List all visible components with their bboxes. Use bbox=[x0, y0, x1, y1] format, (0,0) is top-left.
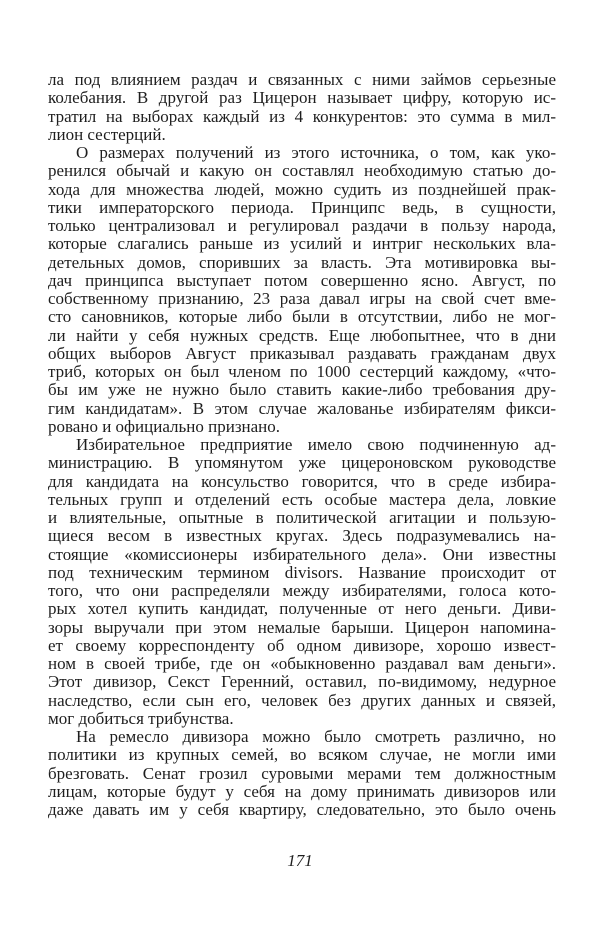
text-line: бы им уже не нужно было ставить какие-либо требования дру- bbox=[48, 380, 556, 400]
text-line: политики из крупных семей, во всяком случае, не могли ими bbox=[48, 745, 556, 765]
text-line: брезговать. Сенат грозил суровыми мерами тем должностным bbox=[48, 763, 556, 783]
text-line: сто сановников, которые либо были в отсутствии, либо не мог- bbox=[48, 307, 556, 327]
text-line: тратил на выборах каждый из 4 конкурентов: это сумма в мил- bbox=[48, 106, 556, 126]
text-line: тики императорского периода. Принципс ведь, в сущности, bbox=[48, 197, 556, 217]
text-line: Избирательное предприятие имело свою подчиненную ад- bbox=[76, 435, 556, 454]
text-line: ли найти у себя нужных средств. Еще любопытнее, что в дни bbox=[48, 325, 556, 345]
text-line: ровано и официально признано. bbox=[48, 416, 281, 436]
text-line: того, что они распределяли между избирателями, голоса кото- bbox=[48, 581, 556, 600]
paragraph bbox=[48, 436, 556, 728]
text-line: колебания. В другой раз Цицерон называет цифру, которую ис- bbox=[48, 88, 556, 108]
text-line: ла под влиянием раздач и связанных с ними займов серьезные bbox=[48, 70, 556, 89]
text-line: Этот дивизор, Секст Геренний, оставил, по-видимому, недурное bbox=[48, 672, 556, 692]
paragraph bbox=[48, 728, 556, 819]
text-line: только централизовал и регулировал раздачи в пользу народа, bbox=[48, 216, 556, 235]
text-line: ном в своей трибе, где он «обыкновенно раздавал вам деньги». bbox=[48, 654, 556, 673]
text-line: рых хотел купить кандидат, полученные от него деньги. Диви- bbox=[48, 599, 556, 619]
text-line: лион сестерций. bbox=[48, 124, 166, 144]
text-line: собственному признанию, 23 раза давал игры на свой счет вме- bbox=[48, 289, 556, 308]
text-line: ренился обычай и какую он составлял необходимую статью до- bbox=[48, 161, 556, 181]
text-line: щиеся весом в известных кругах. Здесь подразумевались на- bbox=[48, 526, 556, 546]
text-line: и влиятельные, опытные в политической агитации и пользую- bbox=[48, 508, 556, 527]
text-line: мог добиться трибунства. bbox=[48, 708, 234, 728]
text-line: даже давать им у себя квартиру, следовательно, это было очень bbox=[48, 800, 556, 819]
text-line: дач принципса выступает потом совершенно ясно. Август, по bbox=[48, 270, 556, 290]
text-line: которые слагались раньше из усилий и интриг нескольких вла- bbox=[48, 234, 556, 254]
text-line: министрацию. В упомянутом уже цицероновском руководстве bbox=[48, 453, 556, 473]
paragraph bbox=[48, 144, 556, 436]
body-text bbox=[48, 71, 556, 819]
paragraph bbox=[48, 71, 556, 144]
text-line: тельных групп и отделений есть особые мастера дела, ловкие bbox=[48, 489, 556, 509]
text-line: На ремесло дивизора можно было смотреть различно, но bbox=[76, 727, 556, 746]
text-line: ет своему корреспонденту об одном дивизоре, хорошо извест- bbox=[48, 635, 556, 655]
text-line: хода для множества людей, можно судить из позднейшей прак- bbox=[48, 179, 556, 199]
text-line: стоящие «комиссионеры избирательного дела». Они известны bbox=[48, 544, 556, 564]
text-line: общих выборов Август приказывал раздавать гражданам двух bbox=[48, 343, 556, 363]
text-line: гим кандидатам». В этом случае жалованье избирателям фикси- bbox=[48, 398, 556, 418]
text-line: под техническим термином divisors. Название происходит от bbox=[48, 562, 556, 582]
text-line: наследство, если сын его, человек без других данных и связей, bbox=[48, 690, 556, 710]
text-line: детельных домов, споривших за власть. Эта мотивировка вы- bbox=[48, 252, 556, 272]
page-number: 171 bbox=[287, 851, 313, 870]
text-line: для кандидата на консульство говорится, что в среде избира- bbox=[48, 471, 556, 491]
text-line: триб, которых он был членом по 1000 сестерций каждому, «что- bbox=[48, 362, 556, 381]
text-line: лицам, которые будут у себя на дому принимать дивизоров или bbox=[48, 781, 556, 801]
text-line: О размерах получений из этого источника, о том, как уко- bbox=[76, 143, 556, 162]
text-line: зоры выручали при этом немалые барыши. Цицерон напомина- bbox=[48, 617, 556, 637]
